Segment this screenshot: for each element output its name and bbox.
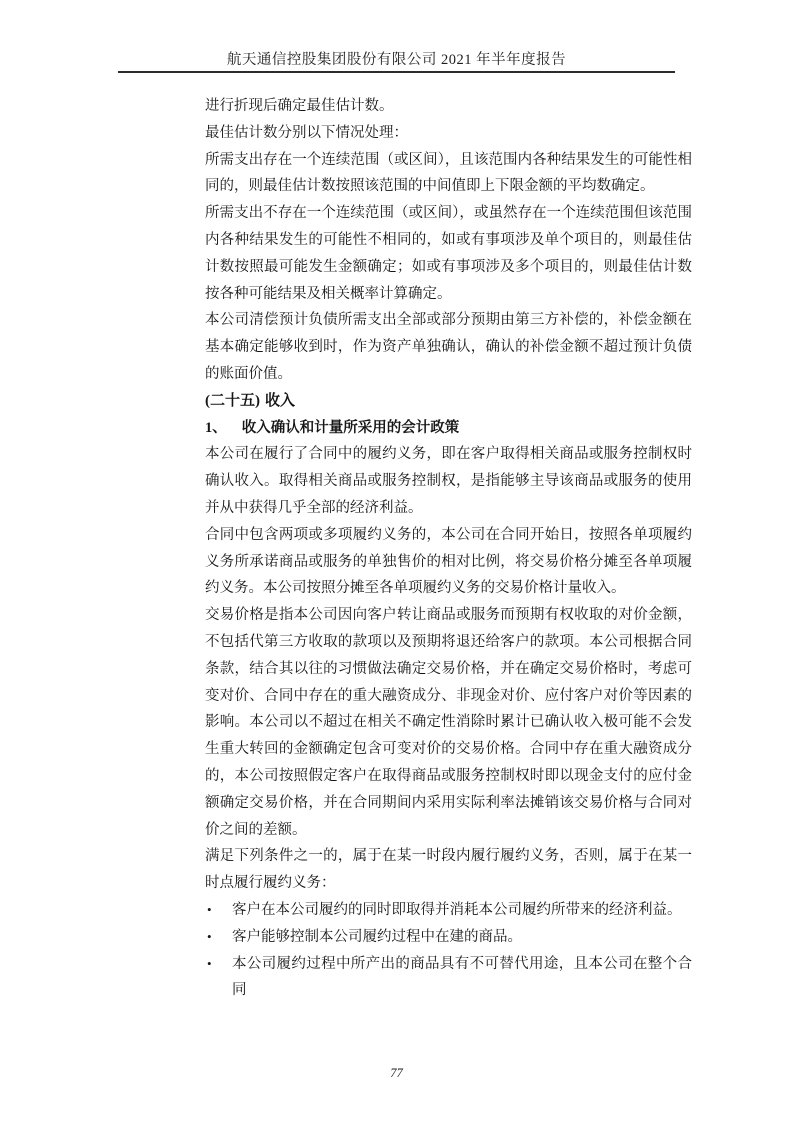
list-item — [205, 951, 692, 1005]
paragraph: 本公司清偿预计负债所需支出全部或部分预期由第三方补偿的，补偿金额在基本确定能够收到时，作为资产单独确认，确认的补偿金额不超过预计负债的账面价值。 — [205, 312, 692, 382]
paragraph: 所需支出不存在一个连续范围（或区间），或虽然存在一个连续范围但该范围内各种结果发生的可能性不相同的，如或有事项涉及单个项目的，则最佳估计数按照最可能发生金额确定；如或有事项涉及多个项目的，则最佳估计数按各种可能结果及相关概率计算确定。 — [205, 205, 692, 302]
paragraph: 所需支出存在一个连续范围（或区间），且该范围内各种结果发生的可能性相同的，则最佳估计数按照该范围的中间值即上下限金额的平均数确定。 — [205, 151, 692, 195]
subsection-title: 收入确认和计量所采用的会计政策 — [241, 419, 460, 436]
bullet-icon: • — [207, 901, 212, 917]
subsection-number: 1、 — [205, 419, 227, 436]
paragraph: 交易价格是指本公司因向客户转让商品或服务而预期有权收取的对价金额，不包括代第三方收取的款项以及预期将退还给客户的款项。本公司根据合同条款，结合其以往的习惯做法确定交易价格，并在确定交易价格时，考虑可变对价、合同中存在的重大融资成分、非现金对价、应付客户对价等因素的影响。本公司以不超过在相关不确定性消除时累计已确认收入极可能不会发生重大转回的金额确定包含可变对价的交易价格。合同中存在重大融资成分的，本公司按照假定客户在取得商品或服务控制权时即以现金支付的应付金额确定交易价格，并在合同期间内采用实际利率法摊销该交易价格与合同对价之间的差额。 — [205, 607, 692, 838]
page-number: 77 — [390, 1066, 403, 1080]
paragraph: 进行折现后确定最佳估计数。 — [205, 98, 394, 114]
list-item — [205, 897, 692, 924]
paragraph: 最佳估计数分别以下情况处理： — [205, 124, 408, 141]
paragraph: 满足下列条件之一的，属于在某一时段内履行履约义务，否则，属于在某一时点履行履约义务： — [205, 848, 692, 892]
list-item-text: 客户能够控制本公司履约过程中在建的商品。 — [232, 928, 522, 945]
subsection-heading — [205, 415, 692, 442]
list-item — [205, 924, 692, 951]
page-body — [205, 93, 692, 1004]
paragraph: 合同中包含两项或多项履约义务的，本公司在合同开始日，按照各单项履约义务所承诺商品或服务的单独售价的相对比例，将交易价格分摊至各单项履约义务。本公司按照分摊至各单项履约义务的交易价格计量收入。 — [205, 526, 692, 597]
paragraph: 本公司在履行了合同中的履约义务，即在客户取得相关商品或服务控制权时确认收入。取得相关商品或服务控制权，是指能够主导该商品或服务的使用并从中获得几乎全部的经济利益。 — [205, 446, 692, 516]
running-header-title: 航天通信控股集团股份有限公司 2021 年半年度报告 — [226, 52, 567, 68]
header-rule — [118, 71, 675, 73]
bullet-icon: • — [207, 928, 212, 944]
section-title: 收入 — [265, 392, 296, 409]
list-item-text: 客户在本公司履约的同时即取得并消耗本公司履约所带来的经济利益。 — [232, 901, 682, 918]
list-item-text: 本公司履约过程中所产出的商品具有不可替代用途，且本公司在整个合同 — [232, 955, 692, 999]
section-heading — [205, 388, 692, 415]
bullet-icon: • — [207, 955, 212, 971]
section-label: (二十五) — [205, 392, 260, 409]
